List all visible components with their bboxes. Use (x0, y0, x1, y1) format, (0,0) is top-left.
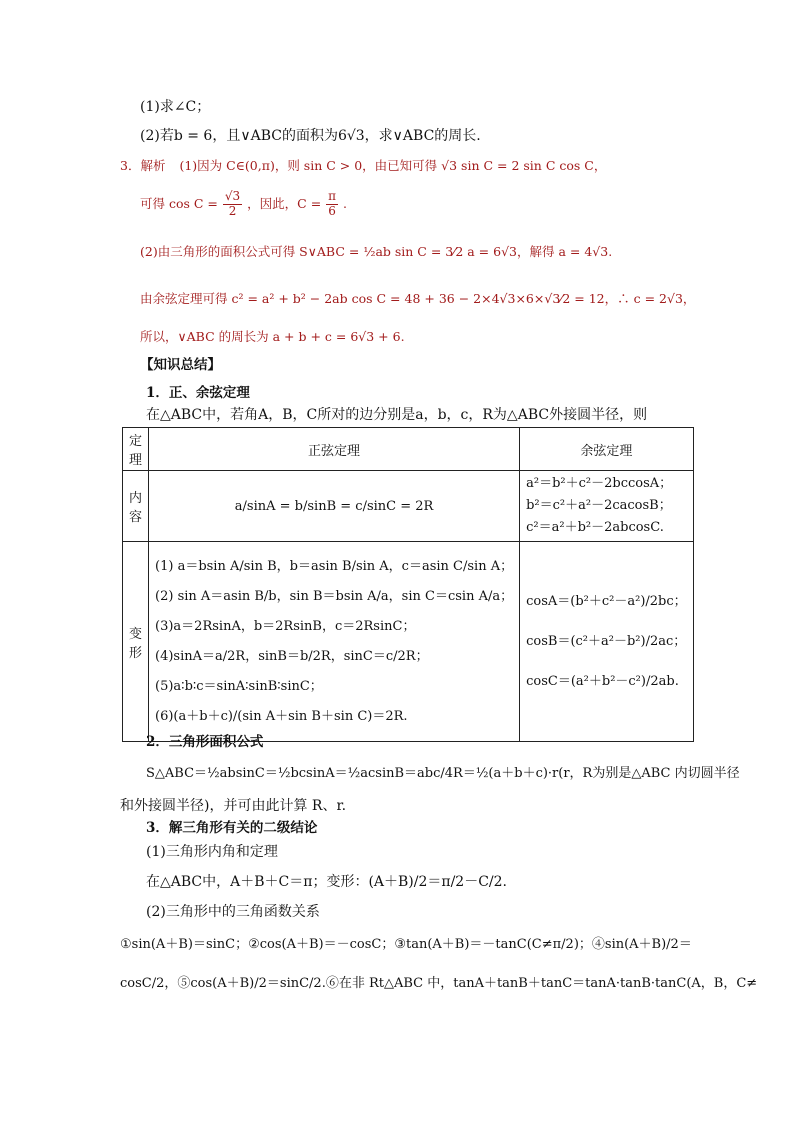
section-1-intro: 在△ABC中，若角A，B，C所对的边分别是a，b，c，R为△ABC外接圆半径，则 (146, 407, 648, 423)
sine-variant-5: (5)a∶b∶c＝sinA∶sinB∶sinC； (155, 678, 323, 694)
section-3-title: 3．解三角形有关的二级结论 (146, 820, 318, 836)
answer-text-2a: 可得 cos C = (140, 195, 218, 211)
cos-variant-1: cosA＝(b²＋c²－a²)/2bc； (526, 593, 687, 609)
header-sine: 正弦定理 (149, 428, 520, 471)
answer-line-3: (2)由三角形的面积公式可得 S∨ABC = ½ab sin C = 3⁄2 a = 6√3，解得 a = 4√3. (140, 244, 613, 259)
row-label-content: 内容 (123, 471, 149, 542)
section-1-title: 1．正、余弦定理 (146, 385, 250, 401)
header-label: 定理 (123, 428, 149, 471)
sine-variant-6: (6)(a＋b＋c)/(sin A＋sin B＋sin C)＝2R. (155, 708, 408, 724)
question-part-2: (2)若b = 6，且∨ABC的面积为6√3，求∨ABC的周长. (140, 128, 481, 144)
question-part-1: (1)求∠C； (140, 99, 211, 115)
answer-text-1: (1)因为 C∈(0,π)，则 sin C > 0，由已知可得 √3 sin C = 2 sin C cos C， (179, 158, 607, 173)
sine-variant-1: (1) a＝bsin A/sin B，b＝asin B/sin A，c＝asin C/sin A； (155, 558, 514, 574)
summary-heading: 【知识总结】 (140, 357, 221, 373)
answer-line-2: 可得 cos C = $\frac{√3}{2}$ ，因此，C = $\frac{\pi}{6}$ . (140, 189, 348, 218)
section-2-title: 2．三角形面积公式 (146, 734, 264, 750)
theorem-table (122, 427, 694, 742)
fraction-sqrt3-over-2 (223, 190, 242, 219)
header-cosine: 余弦定理 (520, 428, 694, 471)
answer-line-1 (120, 157, 606, 175)
table-row-variant (123, 542, 694, 742)
answer-title: 3．解析 (120, 158, 166, 173)
frac-den: 2 (228, 203, 237, 218)
row-label-variant: 变形 (123, 542, 149, 742)
cos-variant-2: cosB＝(c²＋a²－b²)/2ac； (526, 633, 687, 649)
table-header-row (123, 428, 694, 471)
cos-line-3: c²＝a²＋b²－2abcosC. (526, 520, 664, 535)
answer-line-5: 所以，∨ABC 的周长为 a + b + c = 6√3 + 6. (140, 329, 405, 344)
cosine-law-variants (520, 542, 694, 742)
table-row-content (123, 471, 694, 542)
sine-law-content: a/sinA = b/sinB = c/sinC = 2R (149, 471, 520, 542)
cosine-law-content (520, 471, 694, 542)
fraction-pi-over-6 (326, 190, 338, 219)
sine-law-variants (149, 542, 520, 742)
sine-variant-4: (4)sinA＝a/2R，sinB＝b/2R，sinC＝c/2R； (155, 648, 429, 664)
frac-num: √3 (224, 189, 241, 203)
section-2-line-1: S△ABC＝½absinC＝½bcsinA＝½acsinB＝abc/4R＝½(a＋b＋c)·r(r，R为别是△ABC 内切圆半径 (146, 766, 740, 781)
cos-line-2: b²＝c²＋a²－2cacosB； (526, 498, 672, 513)
section-2-line-2: 和外接圆半径)，并可由此计算 R、r. (120, 798, 347, 814)
frac-num: π (328, 189, 337, 203)
sine-variant-2: (2) sin A＝asin B/b，sin B＝bsin A/a，sin C＝csin A/a； (155, 588, 514, 604)
cos-variant-3: cosC＝(a²＋b²－c²)/2ab. (526, 673, 679, 689)
section-3-sub-1: (1)三角形内角和定理 (146, 844, 278, 860)
cos-line-1: a²＝b²＋c²－2bccosA； (526, 476, 673, 491)
section-3-line-3: cosC/2，⑤cos(A＋B)/2＝sinC/2.⑥在非 Rt△ABC 中，tanA＋tanB＋tanC＝tanA·tanB·tanC(A，B，C≠ (120, 976, 758, 991)
section-3-line-1: 在△ABC中，A＋B＋C＝π；变形：(A＋B)/2＝π/2－C/2. (146, 874, 508, 890)
answer-line-4: 由余弦定理可得 c² = a² + b² − 2ab cos C = 48 + 36 − 2×4√3×6×√3⁄2 = 12，∴ c = 2√3， (140, 291, 696, 306)
section-3-line-2: ①sin(A＋B)＝sinC；②cos(A＋B)＝－cosC；③tan(A＋B)＝－tanC(C≠π/2)；④sin(A＋B)/2＝ (120, 937, 692, 952)
section-3-sub-2: (2)三角形中的三角函数关系 (146, 904, 320, 920)
frac-den: 6 (328, 203, 336, 218)
sine-variant-3: (3)a＝2RsinA，b＝2RsinB，c＝2RsinC； (155, 618, 416, 634)
answer-text-2b: ，因此，C = (247, 195, 322, 211)
